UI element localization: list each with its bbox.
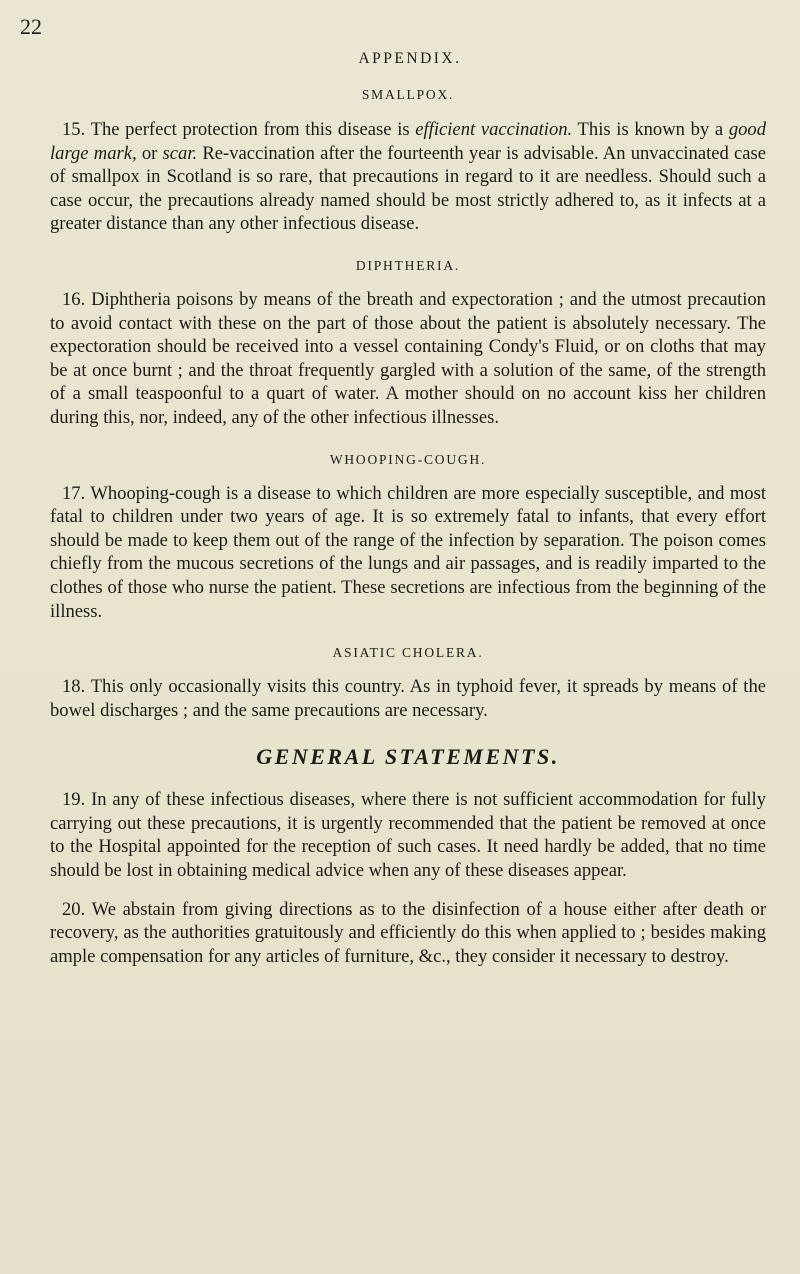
paragraph-17: 17. Whooping-cough is a disease to which children are more especially susceptible, and most fatal to children under two years of age. It is so extremely fatal to infants, that every effort should be made to keep them out of the range of the infection by separation. The poison comes chiefly from the mucous secretions of the lungs and air passages, and is readily imparted to the clothes of those who nurse the patient. These secretions are infectious from the beginning of the illness. [50, 482, 766, 622]
running-head: APPENDIX. [358, 50, 462, 67]
paragraph-number: 16. [62, 288, 86, 310]
paragraph-number: 18. [62, 676, 86, 698]
emphasis-efficient-vaccination: efficient vaccination. [415, 119, 573, 140]
paragraph-number: 19. [62, 789, 86, 811]
paragraph-number: 20. [62, 898, 86, 920]
page-number: 22 [20, 14, 42, 39]
page-content [50, 87, 766, 968]
heading-general-statements: GENERAL STATEMENTS. [256, 744, 560, 770]
emphasis-scar: scar. [162, 142, 198, 164]
paragraph-16: 16. Diphtheria poisons by means of the breath and expectoration ; and the utmost precaution to avoid contact with these on the part of those about the patient is absolutely necessary. The expectoration should be received into a vessel containing Condy's Fluid, or on cloths that may be at once burnt ; and the throat frequently gargled with a solution of the same, of the strength of a small teaspoonful to a quart of water. A mother should on no account kiss her children during this, nor, indeed, any of the other infectious illnesses. [50, 288, 766, 428]
paragraph-19: 19. In any of these infectious diseases, where there is not sufficient accommodation for fully carrying out these precautions, it is urgently recommended that the patient be removed at once to the Hospital appointed for the reception of such cases. It need hardly be added, that no time should be lost in obtaining medical advice when any of these diseases appear. [50, 789, 766, 882]
heading-asiatic-cholera: ASIATIC CHOLERA. [332, 645, 484, 661]
paragraph-number: 17. [62, 482, 86, 504]
heading-diphtheria: DIPHTHERIA. [355, 257, 461, 273]
paragraph-15: 15. The perfect protection from this disease is efficient vaccination. This is known by a good large mark, or scar. Re-vaccination after the fourteenth year is advisable. An unvaccinated case of smallpox in Scotland is so rare, that precautions in regard to it are needless. Should such a case occur, the precautions already named should be most strictly adhered to, as it infects at a greater distance than any other infectious disease. [50, 119, 766, 235]
heading-whooping-cough: WHOOPING-COUGH. [329, 451, 487, 467]
paragraph-18: 18. This only occasionally visits this country. As in typhoid fever, it spreads by means of the bowel discharges ; and the same precautions are necessary. [50, 676, 767, 721]
emphasis-good-large-mark: good large mark, [50, 119, 766, 164]
paragraph-number: 15. [62, 119, 86, 140]
heading-smallpox: SMALLPOX. [361, 87, 455, 102]
paragraph-20: 20. We abstain from giving directions as to the disinfection of a house either after death or recovery, as the authorities gratuitously and efficiently do this when applied to ; besides making ample compensation for any articles of furniture, &c., they consider it necessary to destroy. [50, 898, 767, 967]
